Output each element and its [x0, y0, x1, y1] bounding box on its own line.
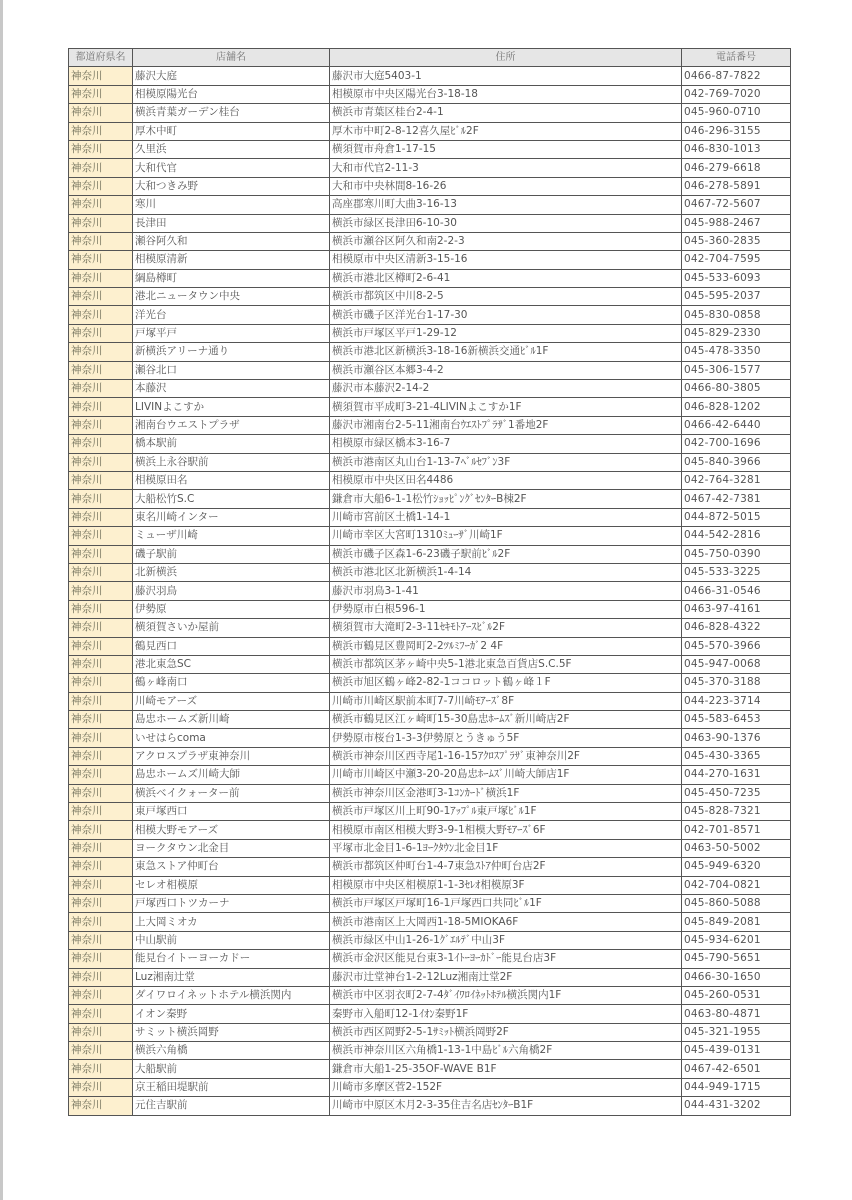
phone-cell: 045-828-7321	[682, 803, 791, 821]
prefecture-cell: 神奈川	[69, 545, 133, 563]
prefecture-cell: 神奈川	[69, 692, 133, 710]
table-row	[69, 453, 791, 471]
address-cell: 横浜市金沢区能見台東3-1ｲﾄｰﾖｰｶﾄﾞｰ能見台店3F	[330, 950, 682, 968]
store-name-cell: 相模原清新	[133, 251, 330, 269]
table-row	[69, 803, 791, 821]
table-row	[69, 361, 791, 379]
header-phone: 電話番号	[682, 49, 791, 67]
prefecture-cell: 神奈川	[69, 600, 133, 618]
address-cell: 川崎市川崎区駅前本町7-7川崎ﾓｱｰｽﾞ8F	[330, 692, 682, 710]
phone-cell: 042-704-0821	[682, 876, 791, 894]
prefecture-cell: 神奈川	[69, 140, 133, 158]
phone-cell: 045-829-2330	[682, 324, 791, 342]
table-row	[69, 858, 791, 876]
phone-cell: 044-872-5015	[682, 508, 791, 526]
address-cell: 相模原市南区相模大野3-9-1相模大野ﾓｱｰｽﾞ6F	[330, 821, 682, 839]
phone-cell: 046-828-1202	[682, 398, 791, 416]
prefecture-cell: 神奈川	[69, 196, 133, 214]
store-list-table	[68, 48, 791, 1116]
store-name-cell: 大和代官	[133, 159, 330, 177]
address-cell: 川崎市多摩区菅2-152F	[330, 1078, 682, 1096]
header-address: 住所	[330, 49, 682, 67]
prefecture-cell: 神奈川	[69, 747, 133, 765]
phone-cell: 044-949-1715	[682, 1078, 791, 1096]
address-cell: 伊勢原市桜台1-3-3伊勢原とうきゅう5F	[330, 729, 682, 747]
phone-cell: 042-701-8571	[682, 821, 791, 839]
address-cell: 川崎市幸区大宮町1310ﾐｭｰｻﾞ川崎1F	[330, 527, 682, 545]
table-row	[69, 67, 791, 85]
table-row	[69, 1097, 791, 1115]
address-cell: 横浜市戸塚区川上町90-1ｱｯﾌﾟﾙ東戸塚ﾋﾞﾙ1F	[330, 803, 682, 821]
prefecture-cell: 神奈川	[69, 471, 133, 489]
prefecture-cell: 神奈川	[69, 858, 133, 876]
page-edge	[0, 0, 3, 1200]
phone-cell: 042-704-7595	[682, 251, 791, 269]
prefecture-cell: 神奈川	[69, 784, 133, 802]
table-row	[69, 85, 791, 103]
phone-cell: 045-595-2037	[682, 288, 791, 306]
phone-cell: 045-988-2467	[682, 214, 791, 232]
table-row	[69, 1042, 791, 1060]
address-cell: 横浜市磯子区森1-6-23磯子駅前ﾋﾞﾙ2F	[330, 545, 682, 563]
phone-cell: 045-533-6093	[682, 269, 791, 287]
address-cell: 横浜市港北区樽町2-6-41	[330, 269, 682, 287]
prefecture-cell: 神奈川	[69, 527, 133, 545]
store-name-cell: 能見台イトーヨーカドー	[133, 950, 330, 968]
table-row	[69, 600, 791, 618]
table-row	[69, 269, 791, 287]
phone-cell: 045-583-6453	[682, 711, 791, 729]
table-row	[69, 692, 791, 710]
phone-cell: 0467-42-7381	[682, 490, 791, 508]
prefecture-cell: 神奈川	[69, 913, 133, 931]
store-name-cell: 戸塚平戸	[133, 324, 330, 342]
prefecture-cell: 神奈川	[69, 1005, 133, 1023]
table-row	[69, 1060, 791, 1078]
store-name-cell: 東急ストア仲町台	[133, 858, 330, 876]
address-cell: 横浜市青葉区桂台2-4-1	[330, 104, 682, 122]
header-prefecture: 都道府県名	[69, 49, 133, 67]
prefecture-cell: 神奈川	[69, 232, 133, 250]
address-cell: 横浜市戸塚区戸塚町16-1戸塚西口共同ﾋﾞﾙ1F	[330, 894, 682, 912]
prefecture-cell: 神奈川	[69, 803, 133, 821]
phone-cell: 045-934-6201	[682, 931, 791, 949]
phone-cell: 0463-80-4871	[682, 1005, 791, 1023]
table-row	[69, 122, 791, 140]
store-name-cell: 相模原陽光台	[133, 85, 330, 103]
store-name-cell: 相模大野モアーズ	[133, 821, 330, 839]
store-name-cell: 東戸塚西口	[133, 803, 330, 821]
table-row	[69, 251, 791, 269]
address-cell: 横浜市旭区鶴ヶ峰2-82-1ココロット鶴ヶ峰１F	[330, 674, 682, 692]
store-name-cell: 藤沢羽鳥	[133, 582, 330, 600]
address-cell: 藤沢市大庭5403-1	[330, 67, 682, 85]
table-row	[69, 637, 791, 655]
store-name-cell: 新横浜アリーナ通り	[133, 343, 330, 361]
store-name-cell: アクロスプラザ東神奈川	[133, 747, 330, 765]
header-store-name: 店舗名	[133, 49, 330, 67]
address-cell: 横須賀市平成町3-21-4LIVINよこすか1F	[330, 398, 682, 416]
phone-cell: 045-840-3966	[682, 453, 791, 471]
store-name-cell: 厚木中町	[133, 122, 330, 140]
store-name-cell: 中山駅前	[133, 931, 330, 949]
table-row	[69, 747, 791, 765]
phone-cell: 045-960-0710	[682, 104, 791, 122]
phone-cell: 045-570-3966	[682, 637, 791, 655]
table-row	[69, 839, 791, 857]
prefecture-cell: 神奈川	[69, 637, 133, 655]
address-cell: 横浜市神奈川区六角橋1-13-1中島ﾋﾞﾙ六角橋2F	[330, 1042, 682, 1060]
table-row	[69, 894, 791, 912]
prefecture-cell: 神奈川	[69, 619, 133, 637]
phone-cell: 045-478-3350	[682, 343, 791, 361]
store-name-cell: 港北東急SC	[133, 655, 330, 673]
phone-cell: 042-764-3281	[682, 471, 791, 489]
store-name-cell: 湘南台ウエストプラザ	[133, 416, 330, 434]
table-row	[69, 950, 791, 968]
store-name-cell: 島忠ホームズ川崎大師	[133, 766, 330, 784]
store-name-cell: サミット横浜岡野	[133, 1023, 330, 1041]
prefecture-cell: 神奈川	[69, 766, 133, 784]
store-name-cell: イオン秦野	[133, 1005, 330, 1023]
table-row	[69, 913, 791, 931]
table-row	[69, 1005, 791, 1023]
table-row	[69, 784, 791, 802]
phone-cell: 045-860-5088	[682, 894, 791, 912]
store-name-cell: ヨークタウン北金目	[133, 839, 330, 857]
address-cell: 横浜市都筑区仲町台1-4-7東急ｽﾄｱ仲町台店2F	[330, 858, 682, 876]
phone-cell: 045-450-7235	[682, 784, 791, 802]
phone-cell: 045-790-5651	[682, 950, 791, 968]
store-name-cell: 東名川崎インター	[133, 508, 330, 526]
phone-cell: 0466-30-1650	[682, 968, 791, 986]
phone-cell: 045-370-3188	[682, 674, 791, 692]
table-body	[69, 67, 791, 1115]
prefecture-cell: 神奈川	[69, 380, 133, 398]
phone-cell: 0466-80-3805	[682, 380, 791, 398]
address-cell: 横浜市緑区中山1-26-1ｸﾞｴﾙﾃﾞ中山3F	[330, 931, 682, 949]
phone-cell: 045-947-0068	[682, 655, 791, 673]
prefecture-cell: 神奈川	[69, 288, 133, 306]
table-row	[69, 214, 791, 232]
store-name-cell: 洋光台	[133, 306, 330, 324]
address-cell: 横浜市都筑区茅ヶ崎中央5-1港北東急百貨店S.C.5F	[330, 655, 682, 673]
address-cell: 相模原市緑区橋本3-16-7	[330, 435, 682, 453]
table-row	[69, 416, 791, 434]
prefecture-cell: 神奈川	[69, 711, 133, 729]
prefecture-cell: 神奈川	[69, 122, 133, 140]
prefecture-cell: 神奈川	[69, 1078, 133, 1096]
table-row	[69, 104, 791, 122]
table-row	[69, 306, 791, 324]
phone-cell: 046-278-5891	[682, 177, 791, 195]
prefecture-cell: 神奈川	[69, 104, 133, 122]
table-row	[69, 876, 791, 894]
address-cell: 藤沢市湘南台2-5-11湘南台ｳｴｽﾄﾌﾟﾗｻﾞ1番地2F	[330, 416, 682, 434]
table-row	[69, 986, 791, 1004]
store-name-cell: 横浜六角橋	[133, 1042, 330, 1060]
phone-cell: 0466-42-6440	[682, 416, 791, 434]
table-row	[69, 582, 791, 600]
address-cell: 川崎市中原区木月2-3-35住吉名店ｾﾝﾀｰB1F	[330, 1097, 682, 1115]
prefecture-cell: 神奈川	[69, 269, 133, 287]
store-name-cell: 大和つきみ野	[133, 177, 330, 195]
address-cell: 横浜市鶴見区江ヶ崎町15-30島忠ﾎｰﾑｽﾞ新川崎店2F	[330, 711, 682, 729]
store-name-cell: 瀬谷北口	[133, 361, 330, 379]
store-name-cell: 磯子駅前	[133, 545, 330, 563]
address-cell: 秦野市入船町12-1ｲｵﾝ秦野1F	[330, 1005, 682, 1023]
store-name-cell: 鶴ヶ峰南口	[133, 674, 330, 692]
prefecture-cell: 神奈川	[69, 931, 133, 949]
address-cell: 鎌倉市大船1-25-35OF-WAVE B1F	[330, 1060, 682, 1078]
store-name-cell: LIVINよこすか	[133, 398, 330, 416]
phone-cell: 044-270-1631	[682, 766, 791, 784]
prefecture-cell: 神奈川	[69, 876, 133, 894]
table-row	[69, 288, 791, 306]
prefecture-cell: 神奈川	[69, 159, 133, 177]
phone-cell: 0467-42-6501	[682, 1060, 791, 1078]
phone-cell: 045-849-2081	[682, 913, 791, 931]
store-name-cell: 戸塚西口トツカーナ	[133, 894, 330, 912]
prefecture-cell: 神奈川	[69, 85, 133, 103]
phone-cell: 0463-50-5002	[682, 839, 791, 857]
address-cell: 相模原市中央区田名4486	[330, 471, 682, 489]
phone-cell: 0466-31-0546	[682, 582, 791, 600]
table-row	[69, 527, 791, 545]
store-name-cell: 藤沢大庭	[133, 67, 330, 85]
address-cell: 相模原市中央区清新3-15-16	[330, 251, 682, 269]
phone-cell: 0463-90-1376	[682, 729, 791, 747]
address-cell: 横浜市西区岡野2-5-1ｻﾐｯﾄ横浜岡野2F	[330, 1023, 682, 1041]
prefecture-cell: 神奈川	[69, 177, 133, 195]
table-row	[69, 343, 791, 361]
store-name-cell: 横浜ベイクォーター前	[133, 784, 330, 802]
address-cell: 厚木市中町2-8-12喜久屋ﾋﾞﾙ2F	[330, 122, 682, 140]
prefecture-cell: 神奈川	[69, 490, 133, 508]
store-name-cell: 上大岡ミオカ	[133, 913, 330, 931]
address-cell: 横浜市都筑区中川8-2-5	[330, 288, 682, 306]
phone-cell: 046-828-4322	[682, 619, 791, 637]
prefecture-cell: 神奈川	[69, 306, 133, 324]
phone-cell: 045-750-0390	[682, 545, 791, 563]
table-row	[69, 766, 791, 784]
address-cell: 大和市代官2-11-3	[330, 159, 682, 177]
table-row	[69, 196, 791, 214]
address-cell: 横浜市戸塚区平戸1-29-12	[330, 324, 682, 342]
store-name-cell: 久里浜	[133, 140, 330, 158]
prefecture-cell: 神奈川	[69, 950, 133, 968]
prefecture-cell: 神奈川	[69, 894, 133, 912]
table-row	[69, 674, 791, 692]
store-name-cell: 鶴見西口	[133, 637, 330, 655]
prefecture-cell: 神奈川	[69, 1042, 133, 1060]
phone-cell: 046-279-6618	[682, 159, 791, 177]
address-cell: 横浜市瀬谷区阿久和南2-2-3	[330, 232, 682, 250]
phone-cell: 0463-97-4161	[682, 600, 791, 618]
address-cell: 高座郡寒川町大曲3-16-13	[330, 196, 682, 214]
store-name-cell: 本藤沢	[133, 380, 330, 398]
store-name-cell: 大船駅前	[133, 1060, 330, 1078]
address-cell: 横浜市緑区長津田6-10-30	[330, 214, 682, 232]
prefecture-cell: 神奈川	[69, 655, 133, 673]
prefecture-cell: 神奈川	[69, 435, 133, 453]
address-cell: 横浜市港北区新横浜3-18-16新横浜交通ﾋﾞﾙ1F	[330, 343, 682, 361]
phone-cell: 042-700-1696	[682, 435, 791, 453]
phone-cell: 045-533-3225	[682, 563, 791, 581]
table-row	[69, 545, 791, 563]
table-row	[69, 1023, 791, 1041]
table-row	[69, 931, 791, 949]
store-name-cell: 京王稲田堤駅前	[133, 1078, 330, 1096]
table-row	[69, 1078, 791, 1096]
store-name-cell: 北新横浜	[133, 563, 330, 581]
address-cell: 横浜市神奈川区金港町3-1ｺﾝｶｰﾄﾞ横浜1F	[330, 784, 682, 802]
table-row	[69, 398, 791, 416]
phone-cell: 045-321-1955	[682, 1023, 791, 1041]
phone-cell: 045-430-3365	[682, 747, 791, 765]
table-row	[69, 435, 791, 453]
prefecture-cell: 神奈川	[69, 1097, 133, 1115]
phone-cell: 044-431-3202	[682, 1097, 791, 1115]
prefecture-cell: 神奈川	[69, 986, 133, 1004]
address-cell: 平塚市北金目1-6-1ﾖｰｸﾀｳﾝ北金目1F	[330, 839, 682, 857]
address-cell: 横浜市鶴見区豊岡町2-2ﾂﾙﾐﾌｰｶﾞ2 4F	[330, 637, 682, 655]
phone-cell: 0466-87-7822	[682, 67, 791, 85]
table-row	[69, 380, 791, 398]
prefecture-cell: 神奈川	[69, 821, 133, 839]
table-row	[69, 821, 791, 839]
prefecture-cell: 神奈川	[69, 582, 133, 600]
prefecture-cell: 神奈川	[69, 453, 133, 471]
address-cell: 藤沢市本藤沢2-14-2	[330, 380, 682, 398]
phone-cell: 045-439-0131	[682, 1042, 791, 1060]
address-cell: 横浜市港南区丸山台1-13-7ﾍﾞﾙｾﾌﾞﾝ3F	[330, 453, 682, 471]
address-cell: 横浜市港北区北新横浜1-4-14	[330, 563, 682, 581]
phone-cell: 045-949-6320	[682, 858, 791, 876]
prefecture-cell: 神奈川	[69, 1023, 133, 1041]
store-name-cell: 相模原田名	[133, 471, 330, 489]
prefecture-cell: 神奈川	[69, 398, 133, 416]
address-cell: 横浜市中区羽衣町2-7-4ﾀﾞｲﾜﾛｲﾈｯﾄﾎﾃﾙ横浜関内1F	[330, 986, 682, 1004]
address-cell: 伊勢原市白根596-1	[330, 600, 682, 618]
store-name-cell: 寒川	[133, 196, 330, 214]
table-row	[69, 711, 791, 729]
address-cell: 鎌倉市大船6-1-1松竹ｼｮｯﾋﾟﾝｸﾞｾﾝﾀｰB棟2F	[330, 490, 682, 508]
prefecture-cell: 神奈川	[69, 416, 133, 434]
table-row	[69, 968, 791, 986]
prefecture-cell: 神奈川	[69, 968, 133, 986]
prefecture-cell: 神奈川	[69, 839, 133, 857]
prefecture-cell: 神奈川	[69, 361, 133, 379]
table-row	[69, 471, 791, 489]
prefecture-cell: 神奈川	[69, 563, 133, 581]
store-name-cell: ミューザ川崎	[133, 527, 330, 545]
store-name-cell: 長津田	[133, 214, 330, 232]
table-row	[69, 490, 791, 508]
address-cell: 横須賀市舟倉1-17-15	[330, 140, 682, 158]
prefecture-cell: 神奈川	[69, 214, 133, 232]
store-name-cell: 瀬谷阿久和	[133, 232, 330, 250]
prefecture-cell: 神奈川	[69, 251, 133, 269]
store-name-cell: 元住吉駅前	[133, 1097, 330, 1115]
table-row	[69, 159, 791, 177]
address-cell: 横浜市港南区上大岡西1-18-5MIOKA6F	[330, 913, 682, 931]
prefecture-cell: 神奈川	[69, 343, 133, 361]
phone-cell: 046-830-1013	[682, 140, 791, 158]
prefecture-cell: 神奈川	[69, 508, 133, 526]
prefecture-cell: 神奈川	[69, 674, 133, 692]
store-name-cell: 港北ニュータウン中央	[133, 288, 330, 306]
address-cell: 横浜市神奈川区西寺尾1-16-15ｱｸﾛｽﾌﾟﾗｻﾞ東神奈川2F	[330, 747, 682, 765]
prefecture-cell: 神奈川	[69, 67, 133, 85]
phone-cell: 044-542-2816	[682, 527, 791, 545]
phone-cell: 045-260-0531	[682, 986, 791, 1004]
table-row	[69, 232, 791, 250]
phone-cell: 042-769-7020	[682, 85, 791, 103]
prefecture-cell: 神奈川	[69, 1060, 133, 1078]
store-name-cell: 橋本駅前	[133, 435, 330, 453]
store-name-cell: 島忠ホームズ新川崎	[133, 711, 330, 729]
address-cell: 藤沢市羽鳥3-1-41	[330, 582, 682, 600]
store-name-cell: ダイワロイネットホテル横浜関内	[133, 986, 330, 1004]
store-name-cell: 綱島樽町	[133, 269, 330, 287]
phone-cell: 044-223-3714	[682, 692, 791, 710]
address-cell: 川崎市川崎区中瀬3-20-20島忠ﾎｰﾑｽﾞ川崎大師店1F	[330, 766, 682, 784]
store-name-cell: 横須賀さいか屋前	[133, 619, 330, 637]
store-name-cell: 横浜青葉ガーデン桂台	[133, 104, 330, 122]
table-row	[69, 619, 791, 637]
address-cell: 横浜市瀬谷区本郷3-4-2	[330, 361, 682, 379]
table-row	[69, 655, 791, 673]
phone-cell: 045-306-1577	[682, 361, 791, 379]
table-row	[69, 140, 791, 158]
prefecture-cell: 神奈川	[69, 729, 133, 747]
store-name-cell: Luz湘南辻堂	[133, 968, 330, 986]
address-cell: 横浜市磯子区洋光台1-17-30	[330, 306, 682, 324]
address-cell: 大和市中央林間8-16-26	[330, 177, 682, 195]
prefecture-cell: 神奈川	[69, 324, 133, 342]
store-name-cell: セレオ相模原	[133, 876, 330, 894]
store-name-cell: いせはらcoma	[133, 729, 330, 747]
table-row	[69, 563, 791, 581]
phone-cell: 045-360-2835	[682, 232, 791, 250]
table-row	[69, 177, 791, 195]
table-row	[69, 508, 791, 526]
phone-cell: 045-830-0858	[682, 306, 791, 324]
store-name-cell: 川崎モアーズ	[133, 692, 330, 710]
phone-cell: 0467-72-5607	[682, 196, 791, 214]
table-header-row	[69, 49, 791, 67]
address-cell: 相模原市中央区陽光台3-18-18	[330, 85, 682, 103]
address-cell: 横須賀市大滝町2-3-11ｾｷﾓﾄｱｰｽﾋﾞﾙ2F	[330, 619, 682, 637]
address-cell: 川崎市宮前区土橋1-14-1	[330, 508, 682, 526]
store-name-cell: 大船松竹S.C	[133, 490, 330, 508]
phone-cell: 046-296-3155	[682, 122, 791, 140]
address-cell: 藤沢市辻堂神台1-2-12Luz湘南辻堂2F	[330, 968, 682, 986]
store-name-cell: 横浜上永谷駅前	[133, 453, 330, 471]
table-row	[69, 729, 791, 747]
table-row	[69, 324, 791, 342]
address-cell: 相模原市中央区相模原1-1-3ｾﾚｵ相模原3F	[330, 876, 682, 894]
store-name-cell: 伊勢原	[133, 600, 330, 618]
